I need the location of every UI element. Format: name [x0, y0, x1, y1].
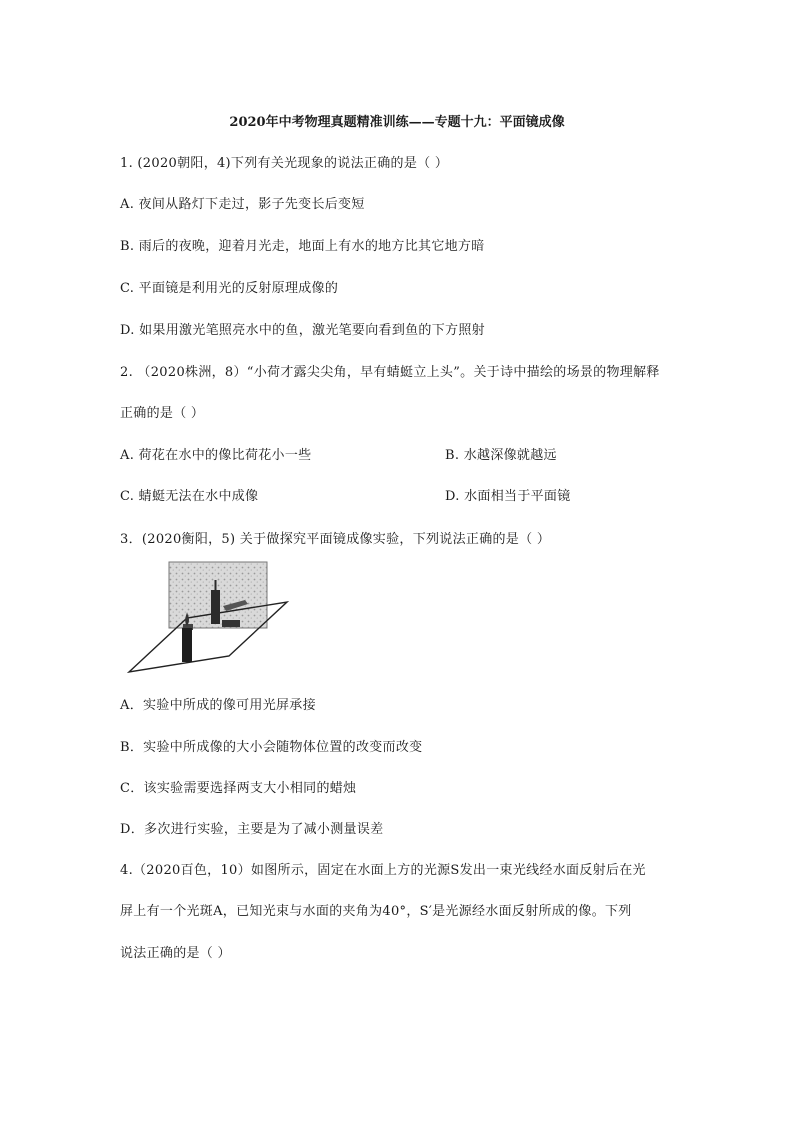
mirror-candle-illustration — [127, 560, 292, 678]
q3-option-c: C．该实验需要选择两支大小相同的蜡烛 — [120, 781, 357, 796]
page-title: 2020年中考物理真题精准训练——专题十九：平面镜成像 — [229, 115, 565, 130]
plate-stand — [222, 620, 240, 627]
q2-option-b: B. 水越深像就越远 — [445, 448, 557, 463]
q2-stem-line1: 2. （2020株洲，8）“小荷才露尖尖角，早有蜻蜓立上头”。关于诗中描绘的场景的物理解释 — [120, 365, 660, 380]
q1-option-b: B. 雨后的夜晚，迎着月光走，地面上有水的地方比其它地方暗 — [120, 239, 485, 254]
q1-option-a: A. 夜间从路灯下走过，影子先变长后变短 — [120, 197, 365, 212]
q2-stem-line2: 正确的是（ ） — [120, 406, 205, 421]
q2-option-d: D. 水面相当于平面镜 — [445, 489, 571, 504]
q1-option-c: C. 平面镜是利用光的反射原理成像的 — [120, 281, 339, 296]
q1-stem: 1. (2020朝阳，4)下列有关光现象的说法正确的是（ ） — [120, 156, 449, 171]
q4-stem-line1: 4.（2020百色，10）如图所示，固定在水面上方的光源S发出一束光线经水面反射后在光 — [120, 863, 646, 878]
q3-option-a: A．实验中所成的像可用光屏承接 — [120, 698, 316, 713]
q3-option-b: B．实验中所成像的大小会随物体位置的改变而改变 — [120, 740, 423, 755]
q3-stem: 3．(2020衡阳，5) 关于做探究平面镜成像实验，下列说法正确的是（ ） — [120, 532, 551, 547]
q2-option-c: C. 蜻蜓无法在水中成像 — [120, 489, 259, 504]
q4-stem-line2: 屏上有一个光斑A，已知光束与水面的夹角为40°，S′是光源经水面反射所成的像。下列 — [120, 904, 632, 919]
q2-option-a: A. 荷花在水中的像比荷花小一些 — [120, 448, 312, 463]
candle-front — [182, 628, 192, 662]
mirror-experiment-figure — [127, 560, 292, 682]
q3-option-d: D．多次进行实验，主要是为了减小测量误差 — [120, 822, 384, 837]
q4-stem-line3: 说法正确的是（ ） — [120, 946, 231, 961]
candle-behind — [211, 590, 220, 624]
q1-option-d: D. 如果用激光笔照亮水中的鱼，激光笔要向看到鱼的下方照射 — [120, 323, 485, 338]
